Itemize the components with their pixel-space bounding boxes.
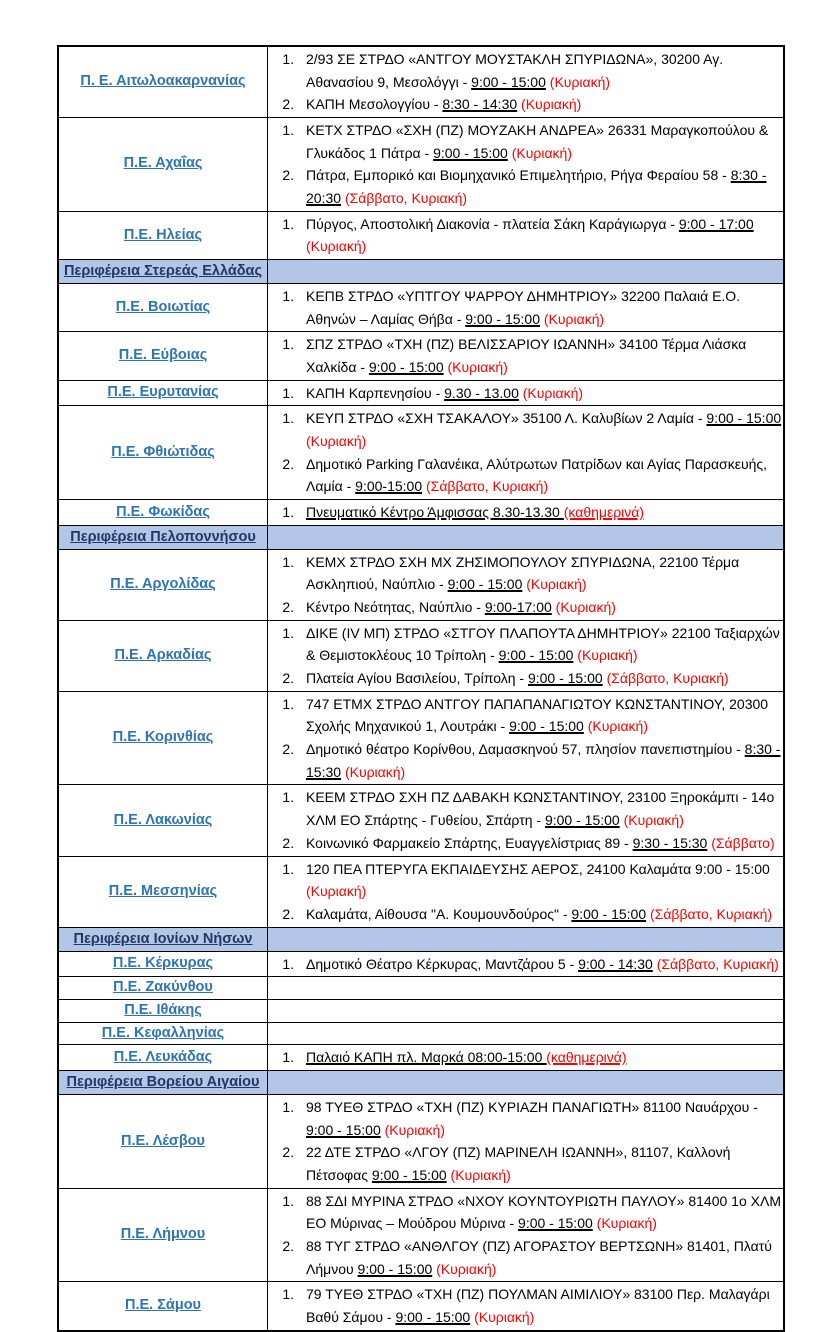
location-text: ΣΠΖ ΣΤΡΔΟ «ΤΧΗ (ΠΖ) ΒΕΛΙΣΣΑΡΙΟΥ ΙΩΑΝΝΗ» 34100 Τέρμα Λιάσκα Χαλκίδα -: [306, 336, 747, 376]
days-note: (καθημερινά): [563, 504, 645, 521]
section-header-spacer-cell: [268, 1071, 785, 1095]
hours-text: 9:00 - 15:00: [357, 1260, 433, 1277]
location-list: [268, 119, 783, 210]
days-note: (Κυριακή): [543, 310, 605, 327]
region-cell: [58, 1095, 268, 1189]
days-note: (Κυριακή): [549, 73, 611, 90]
hours-text: 9:00 - 14:30: [578, 955, 653, 972]
section-header-cell: [58, 927, 268, 951]
location-text: 747 ΕΤΜΧ ΣΤΡΔΟ ΑΝΤΓΟΥ ΠΑΠΑΠΑΝΑΓΙΩΤΟΥ ΚΩΝΣΤΑΝΤΙΝΟΥ, 20300 Σχολής Μηχανικού 1, Λουτράκι -: [306, 695, 769, 735]
table-row: [58, 1045, 784, 1071]
location-item: [298, 667, 783, 690]
location-item: [298, 693, 783, 738]
days-note: (Κυριακή): [511, 144, 572, 161]
location-text: Πύργος, Αποστολική Διακονία - πλατεία Σάκη Καράγιωργα -: [306, 215, 679, 232]
location-text: ΚΑΠΗ Μεσολογγίου -: [306, 96, 443, 113]
days-note: (Σάββατο, Κυριακή): [606, 670, 729, 687]
days-note: (Κυριακή): [450, 1167, 511, 1184]
region-cell: [58, 406, 268, 500]
region-link[interactable]: Π. Ε. Αιτωλοακαρνανίας: [80, 73, 246, 90]
location-item: [298, 382, 783, 405]
locations-cell: [268, 500, 785, 526]
days-note: (Κυριακή): [555, 599, 616, 616]
days-note: (Κυριακή): [306, 883, 367, 900]
section-header-cell: [58, 525, 268, 549]
location-text: 2/93 ΣΕ ΣΤΡΔΟ «ΑΝΤΓΟΥ ΜΟΥΣΤΑΚΛΗ ΣΠΥΡΙΔΩΝΑ», 30200 Αγ. Αθανασίου 9, Μεσολόγγι -: [306, 51, 724, 90]
region-cell: [58, 46, 268, 118]
table-row: [58, 1022, 784, 1045]
location-text: ΚΕΤΧ ΣΤΡΔΟ «ΣΧΗ (ΠΖ) ΜΟΥΖΑΚΗ ΑΝΔΡΕΑ» 26331 Μαραγκοπούλου & Γλυκάδος 1 Πάτρα -: [306, 122, 769, 161]
location-item: [298, 501, 783, 524]
location-item: [298, 786, 783, 831]
hours-text: 9:00 - 17:00: [678, 215, 754, 232]
region-cell: [58, 332, 268, 380]
days-note: (Σάββατο, Κυριακή): [650, 905, 773, 922]
location-item: [298, 213, 783, 258]
locations-cell: [268, 785, 785, 856]
region-cell: [58, 785, 268, 856]
locations-cell: [268, 1282, 785, 1331]
days-note: (Κυριακή): [596, 1215, 657, 1232]
hours-text: 9:00 - 15:00: [368, 359, 444, 376]
location-text: 88 ΤΥΓ ΣΤΡΔΟ «ΑΝΘΛΓΟΥ (ΠΖ) ΑΓΟΡΑΣΤΟΥ ΒΕΡΤΣΩΝΗ» 81401, Πλατύ Λήμνου: [306, 1238, 772, 1277]
locations-cell: [268, 549, 785, 620]
days-note: (Κυριακή): [474, 1309, 535, 1326]
hours-text: 9:00 - 15:00: [571, 905, 647, 922]
hours-text: Πνευματικό Κέντρο Άμφισσας 8.30-13.30: [306, 504, 564, 521]
region-link[interactable]: Π.Ε. Σάμου: [124, 1297, 201, 1314]
hours-text: 9:00 - 15:00: [527, 670, 603, 687]
hours-text: 9:00 - 15:00: [306, 1121, 381, 1138]
days-note: (Σάββατο, Κυριακή): [344, 190, 468, 207]
locations-cell: [268, 46, 785, 118]
location-text: ΚΑΠΗ Καρπενησίου -: [306, 384, 445, 401]
hours-text: 9:00 - 15:00: [433, 144, 508, 161]
days-note: (Κυριακή): [623, 812, 684, 829]
section-row: [58, 260, 784, 284]
location-item: [298, 285, 783, 330]
location-text: Δημοτικό θέατρο Κορίνθου, Δαμασκηνού 57, πλησίον πανεπιστημίου -: [306, 741, 745, 758]
region-link[interactable]: Π.Ε. Ηλείας: [123, 226, 203, 243]
table-row: [58, 211, 784, 259]
days-note: (Σάββατο, Κυριακή): [426, 478, 549, 495]
location-item: [298, 738, 783, 783]
hours-text: 9:30 - 15:30: [632, 834, 708, 851]
locations-cell: [268, 332, 785, 380]
hours-text: 9:00 - 15:00: [395, 1309, 471, 1326]
hours-text: 9:00 - 15:00: [706, 410, 782, 427]
location-item: [298, 1141, 783, 1186]
region-link[interactable]: Π.Ε. Ευρυτανίας: [107, 384, 219, 401]
region-link[interactable]: Π.Ε. Φθιώτιδας: [111, 443, 215, 460]
region-link[interactable]: Π.Ε. Λευκάδας: [113, 1048, 213, 1065]
location-item: [298, 622, 783, 667]
region-cell: [58, 999, 268, 1022]
region-cell: [58, 1282, 268, 1331]
table-row: [58, 118, 784, 212]
location-list: [268, 407, 783, 498]
region-cell: [58, 211, 268, 259]
location-list: [268, 953, 783, 976]
location-text: 22 ΔΤΕ ΣΤΡΔΟ «ΛΓΟΥ (ΠΖ) ΜΑΡΙΝΕΛΗ ΙΩΑΝΝΗ», 81107, Καλλονή Πέτσοφας: [306, 1144, 731, 1184]
region-link[interactable]: Π.Ε. Αχαΐας: [123, 155, 203, 172]
location-item: [298, 1046, 783, 1069]
region-link[interactable]: Π.Ε. Ζακύνθου: [113, 979, 213, 996]
table-row: [58, 332, 784, 380]
location-item: [298, 48, 783, 93]
table-row: [58, 620, 784, 691]
days-note: (Κυριακή): [344, 763, 406, 780]
location-text: Καλαμάτα, Αίθουσα "Α. Κουμουνδούρος" -: [306, 905, 572, 922]
days-note: (Κυριακή): [447, 359, 508, 376]
schedule-table-body: [58, 46, 784, 1331]
section-title: Περιφέρεια Ιονίων Νήσων: [73, 930, 253, 947]
locations-cell: [268, 284, 785, 332]
section-header-spacer-cell: [268, 260, 785, 284]
days-note: (Κυριακή): [306, 238, 367, 255]
section-title: Περιφέρεια Στερεάς Ελλάδας: [63, 263, 262, 280]
location-item: [298, 453, 783, 498]
locations-cell: [268, 951, 785, 977]
location-list: [268, 285, 783, 330]
locations-cell: [268, 211, 785, 259]
days-note: (Κυριακή): [306, 433, 367, 450]
region-cell: [58, 620, 268, 691]
location-item: [298, 407, 783, 452]
region-link[interactable]: Π.Ε. Ιθάκης: [124, 1001, 202, 1018]
location-item: [298, 1190, 783, 1235]
days-note: (Κυριακή): [587, 718, 648, 735]
location-text: ΚΕΠΒ ΣΤΡΔΟ «ΥΠΤΓΟΥ ΨΑΡΡΟΥ ΔΗΜΗΤΡΙΟΥ» 32200 Παλαιά Ε.Ο. Αθηνών – Λαμίας Θήβα -: [306, 288, 741, 327]
location-list: [268, 333, 783, 378]
location-list: [268, 501, 783, 524]
section-row: [58, 927, 784, 951]
location-text: ΚΕΥΠ ΣΤΡΔΟ «ΣΧΗ ΤΣΑΚΑΛΟΥ» 35100 Λ. Καλυβίων 2 Λαμία -: [306, 410, 707, 427]
section-row: [58, 525, 784, 549]
locations-cell: [268, 856, 785, 927]
region-cell: [58, 977, 268, 1000]
days-note: (Σάββατο, Κυριακή): [656, 955, 779, 972]
region-cell: [58, 500, 268, 526]
location-list: [268, 622, 783, 690]
region-link[interactable]: Π.Ε. Εύβοιας: [118, 347, 208, 364]
region-link[interactable]: Π.Ε. Αργολίδας: [110, 575, 216, 592]
region-cell: [58, 951, 268, 977]
location-item: [298, 1283, 783, 1328]
location-list: [268, 1190, 783, 1281]
region-link[interactable]: Π.Ε. Κεφαλληνίας: [101, 1024, 225, 1041]
hours-text: 8:30 - 14:30: [442, 96, 518, 113]
location-item: [298, 333, 783, 378]
hours-text: 8:30 - 20:30: [306, 167, 767, 207]
region-cell: [58, 691, 268, 785]
location-item: [298, 596, 783, 619]
locations-cell: [268, 977, 785, 1000]
locations-cell: [268, 1095, 785, 1189]
region-cell: [58, 549, 268, 620]
location-list: [268, 1283, 783, 1328]
hours-text: 9:00-15:00: [355, 478, 423, 495]
location-list: [268, 382, 783, 405]
locations-cell: [268, 406, 785, 500]
hours-text: 9:00 - 15:00: [518, 1215, 593, 1232]
location-list: [268, 48, 783, 116]
location-text: 98 ΤΥΕΘ ΣΤΡΔΟ «ΤΧΗ (ΠΖ) ΚΥΡΙΑΖΗ ΠΑΝΑΓΙΩΤΗ» 81100 Ναυάρχου -: [306, 1099, 758, 1116]
hours-text: 8:30 - 15:30: [306, 741, 781, 780]
table-row: [58, 500, 784, 526]
hours-text: 9:00-17:00: [484, 599, 552, 616]
location-item: [298, 551, 783, 596]
days-note: (Σάββατο): [711, 834, 775, 851]
region-cell: [58, 284, 268, 332]
location-item: [298, 119, 783, 164]
section-header-spacer-cell: [268, 927, 785, 951]
hours-text: 9:00 - 15:00: [498, 647, 574, 664]
table-row: [58, 691, 784, 785]
region-link[interactable]: Π.Ε. Αρκαδίας: [114, 646, 212, 663]
region-cell: [58, 1022, 268, 1045]
locations-cell: [268, 620, 785, 691]
location-text: 120 ΠΕΑ ΠΤΕΡΥΓΑ ΕΚΠΑΙΔΕΥΣΗΣ ΑΕΡΟΣ, 24100 Καλαμάτα 9:00 - 15:00: [306, 860, 770, 877]
section-header-cell: [58, 1071, 268, 1095]
table-row: [58, 785, 784, 856]
region-cell: [58, 1045, 268, 1071]
region-cell: [58, 380, 268, 406]
section-title: Περιφέρεια Βορείου Αιγαίου: [66, 1074, 260, 1091]
section-header-cell: [58, 260, 268, 284]
location-text: ΚΕΜΧ ΣΤΡΔΟ ΣΧΗ ΜΧ ΖΗΣΙΜΟΠΟΥΛΟΥ ΣΠΥΡΙΔΩΝΑ, 22100 Τέρμα Ασκληπιού, Ναύπλιο -: [306, 553, 740, 593]
locations-cell: [268, 999, 785, 1022]
locations-cell: [268, 1022, 785, 1045]
days-note: (Κυριακή): [384, 1121, 445, 1138]
location-list: [268, 693, 783, 784]
hours-text: Παλαιό ΚΑΠΗ πλ. Μαρκά 08:00-15:00: [306, 1049, 547, 1066]
region-link[interactable]: Π.Ε. Φωκίδας: [116, 503, 210, 520]
location-list: [268, 213, 783, 258]
location-text: Δημοτικό Θέατρο Κέρκυρας, Μαντζάρου 5 -: [306, 955, 579, 972]
section-title: Περιφέρεια Πελοποννήσου: [70, 528, 256, 545]
days-note: (Κυριακή): [577, 647, 638, 664]
table-row: [58, 1282, 784, 1331]
table-row: [58, 380, 784, 406]
hours-text: 9.30 - 13.00: [444, 384, 519, 401]
locations-cell: [268, 380, 785, 406]
location-list: [268, 551, 783, 619]
location-text: Κοινωνικό Φαρμακείο Σπάρτης, Ευαγγελίστριας 89 -: [306, 834, 633, 851]
region-link[interactable]: Π.Ε. Βοιωτίας: [115, 298, 211, 315]
locations-cell: [268, 118, 785, 212]
location-item: [298, 1096, 783, 1141]
location-list: [268, 858, 783, 926]
location-item: [298, 953, 783, 976]
region-cell: [58, 118, 268, 212]
region-link[interactable]: Π.Ε. Λήμνου: [120, 1226, 206, 1243]
table-row: [58, 406, 784, 500]
table-row: [58, 46, 784, 118]
table-row: [58, 999, 784, 1022]
location-text: ΚΕΕΜ ΣΤΡΔΟ ΣΧΗ ΠΖ ΔΑΒΑΚΗ ΚΩΝΣΤΑΝΤΙΝΟΥ, 23100 Ξηροκάμπι - 14ο ΧΛΜ ΕΟ Σπάρτης - Γυθείου, Σπάρτη -: [306, 789, 775, 829]
location-item: [298, 93, 783, 116]
hours-text: 9:00 - 15:00: [471, 73, 546, 90]
region-link[interactable]: Π.Ε. Μεσσηνίας: [108, 882, 218, 899]
days-note: (Κυριακή): [521, 96, 582, 113]
location-text: ΔΙΚΕ (IV ΜΠ) ΣΤΡΔΟ «ΣΤΓΟΥ ΠΛΑΠΟΥΤΑ ΔΗΜΗΤΡΙΟΥ» 22100 Ταξιαρχών & Θεμιστοκλέους 10 Τρίπολη -: [306, 624, 780, 664]
days-note: (καθημερινά): [546, 1049, 627, 1066]
days-note: (Κυριακή): [526, 576, 587, 593]
location-text: Πλατεία Αγίου Βασιλείου, Τρίπολη -: [306, 670, 528, 687]
location-list: [268, 786, 783, 854]
location-list: [268, 1096, 783, 1187]
locations-cell: [268, 1045, 785, 1071]
table-row: [58, 1095, 784, 1189]
table-row: [58, 284, 784, 332]
location-item: [298, 903, 783, 926]
location-item: [298, 1235, 783, 1280]
location-item: [298, 832, 783, 855]
table-row: [58, 1188, 784, 1282]
region-link[interactable]: Π.Ε. Λέσβου: [121, 1132, 205, 1149]
region-link[interactable]: Π.Ε. Λακωνίας: [113, 811, 213, 828]
location-text: 79 ΤΥΕΘ ΣΤΡΔΟ «ΤΧΗ (ΠΖ) ΠΟΥΛΜΑΝ ΑΙΜΙΛΙΟΥ» 83100 Περ. Μαλαγάρι Βαθύ Σάμου -: [306, 1286, 770, 1326]
location-text: 88 ΣΔΙ ΜΥΡΙΝΑ ΣΤΡΔΟ «ΝΧΟΥ ΚΟΥΝΤΟΥΡΙΩΤΗ ΠΑΥΛΟΥ» 81400 1ο ΧΛΜ ΕΟ Μύρινας – Μούδρου Μύρινα -: [306, 1192, 781, 1232]
location-item: [298, 858, 783, 903]
region-cell: [58, 1188, 268, 1282]
section-header-spacer-cell: [268, 525, 785, 549]
hours-text: 9:00 - 15:00: [544, 812, 620, 829]
location-text: Κέντρο Νεότητας, Ναύπλιο -: [306, 599, 485, 616]
location-list: [268, 1046, 783, 1069]
locations-cell: [268, 1188, 785, 1282]
region-link[interactable]: Π.Ε. Κέρκυρας: [112, 954, 214, 971]
table-row: [58, 856, 784, 927]
hours-text: 9:00 - 15:00: [465, 310, 540, 327]
location-text: Δημοτικό Parking Γαλανέικα, Αλύτρωτων Πατρίδων και Αγίας Παρασκευής, Λαμία -: [306, 455, 768, 495]
table-row: [58, 951, 784, 977]
locations-cell: [268, 691, 785, 785]
table-row: [58, 977, 784, 1000]
table-row: [58, 549, 784, 620]
days-note: (Κυριακή): [436, 1260, 497, 1277]
hours-text: 9:00 - 15:00: [371, 1167, 447, 1184]
days-note: (Κυριακή): [522, 384, 584, 401]
hours-text: 9:00 - 15:00: [509, 718, 584, 735]
section-row: [58, 1071, 784, 1095]
location-text: Πάτρα, Εμπορικό και Βιομηχανικό Επιμελητήριο, Ρήγα Φεραίου 58 -: [306, 167, 731, 184]
region-link[interactable]: Π.Ε. Κορινθίας: [112, 729, 214, 746]
location-item: [298, 164, 783, 209]
hours-text: 9:00 - 15:00: [447, 576, 523, 593]
schedule-table: [57, 45, 785, 1332]
region-cell: [58, 856, 268, 927]
